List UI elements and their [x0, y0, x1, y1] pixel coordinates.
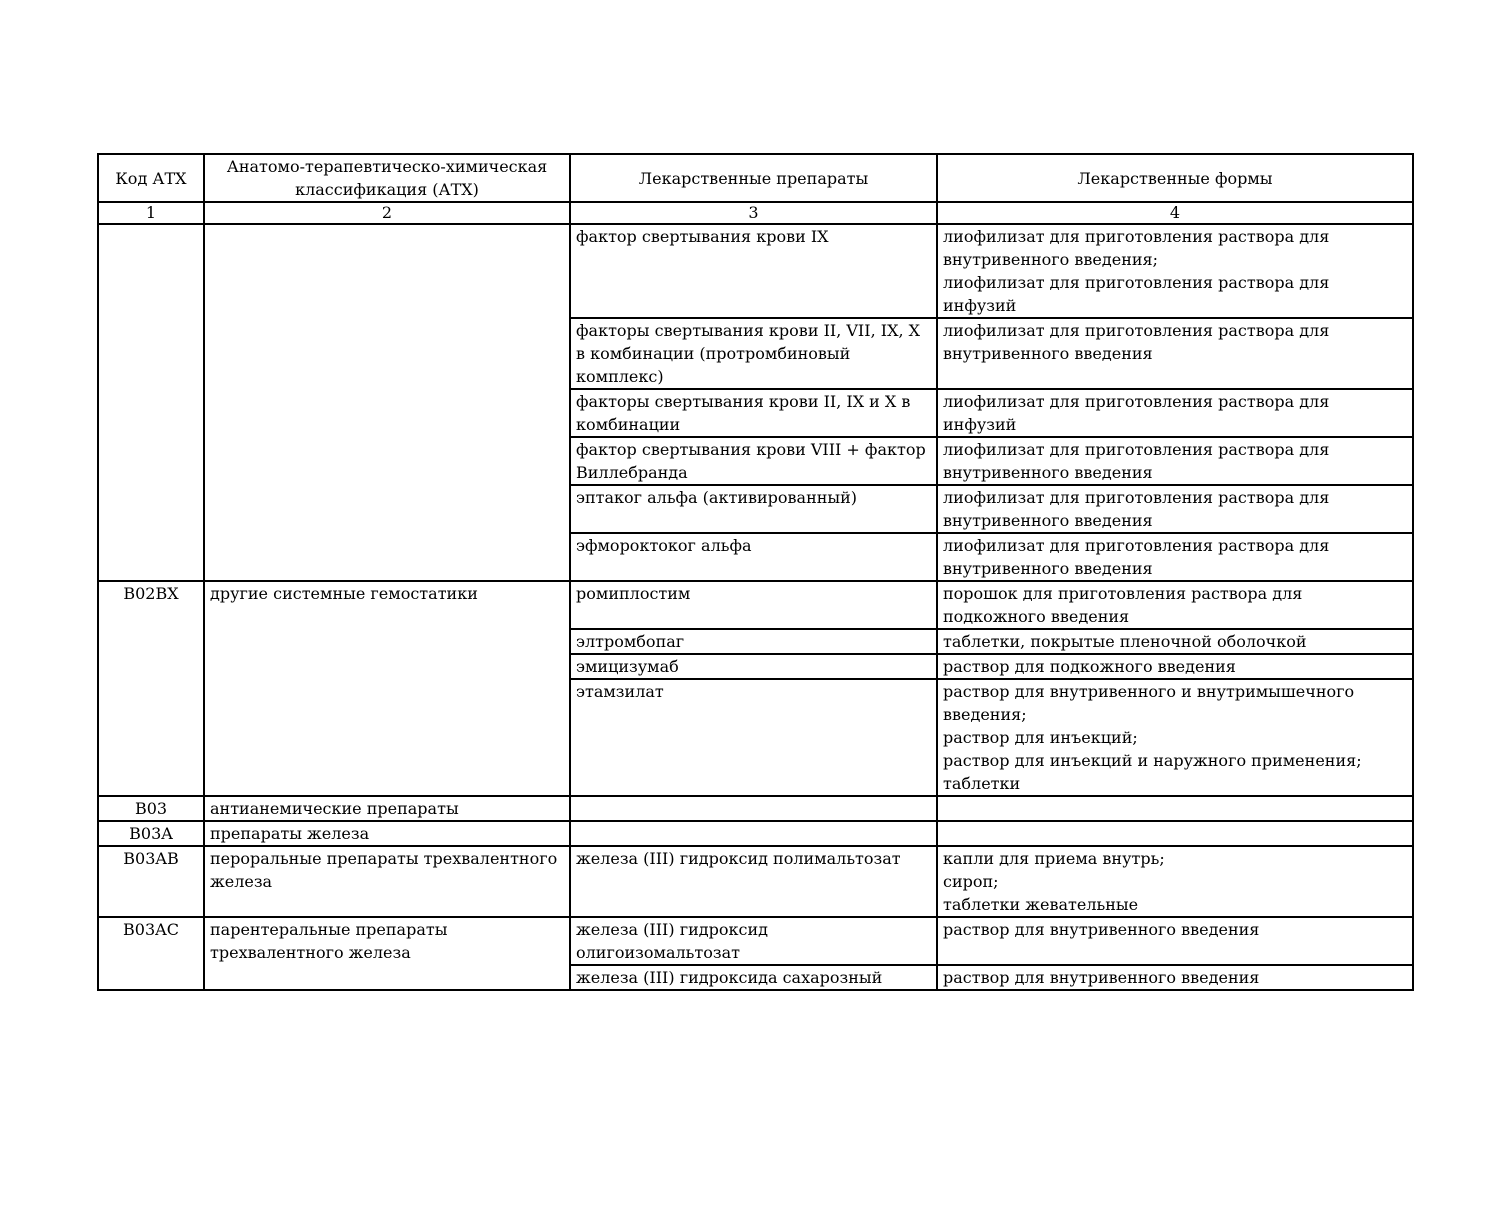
header-classification: Анатомо-терапевтическо-химическая классификация (АТХ): [204, 154, 570, 202]
table-row: [98, 581, 1413, 629]
drug-name-cell: [570, 796, 937, 821]
dosage-forms-cell: [937, 965, 1413, 990]
table-row: [98, 917, 1413, 965]
column-number: 4: [937, 202, 1413, 224]
dosage-forms-cell: [937, 917, 1413, 965]
table-header-row: [98, 154, 1413, 202]
header-code: Код АТХ: [98, 154, 204, 202]
drug-name-cell: ромиплостим: [570, 581, 937, 629]
dosage-forms-cell: [937, 821, 1413, 846]
header-drugs: Лекарственные препараты: [570, 154, 937, 202]
drug-name-cell: железа (III) гидроксид олигоизомальтозат: [570, 917, 937, 965]
dosage-form: лиофилизат для приготовления раствора для внутривенного введения: [943, 440, 1330, 482]
dosage-form: лиофилизат для приготовления раствора для внутривенного введения: [943, 536, 1330, 578]
drug-name-cell: эптаког альфа (активированный): [570, 485, 937, 533]
dosage-form: раствор для инъекций;: [943, 728, 1138, 747]
table-body: [98, 224, 1413, 990]
atx-classification-cell: пероральные препараты трехвалентного железа: [204, 846, 570, 917]
drug-name-cell: фактор свертывания крови VIII + фактор Виллебранда: [570, 437, 937, 485]
document-page: [97, 153, 1412, 991]
drug-name-cell: факторы свертывания крови II, VII, IX, X в комбинации (протромбиновый комплекс): [570, 318, 937, 389]
table-row: [98, 224, 1413, 318]
atx-code-cell: B03A: [98, 821, 204, 846]
drug-name-cell: этамзилат: [570, 679, 937, 796]
dosage-form: лиофилизат для приготовления раствора для внутривенного введения: [943, 488, 1330, 530]
dosage-form: раствор для внутривенного введения: [943, 920, 1260, 939]
dosage-form: лиофилизат для приготовления раствора для инфузий: [943, 392, 1330, 434]
dosage-form: лиофилизат для приготовления раствора для инфузий: [943, 273, 1330, 315]
header-forms: Лекарственные формы: [937, 154, 1413, 202]
atx-classification-cell: препараты железа: [204, 821, 570, 846]
dosage-form: раствор для внутривенного введения: [943, 968, 1260, 987]
dosage-forms-cell: [937, 846, 1413, 917]
table-row: [98, 796, 1413, 821]
drug-name-cell: факторы свертывания крови II, IX и X в комбинации: [570, 389, 937, 437]
atx-classification-cell: [204, 224, 570, 581]
column-number: 1: [98, 202, 204, 224]
atx-code-cell: [98, 224, 204, 581]
dosage-forms-cell: [937, 654, 1413, 679]
dosage-form: раствор для подкожного введения: [943, 657, 1236, 676]
column-number-row: [98, 202, 1413, 224]
drug-name-cell: железа (III) гидроксида сахарозный: [570, 965, 937, 990]
dosage-form: таблетки, покрытые пленочной оболочкой: [943, 632, 1307, 651]
drug-name-cell: железа (III) гидроксид полимальтозат: [570, 846, 937, 917]
table-row: [98, 846, 1413, 917]
dosage-form: лиофилизат для приготовления раствора для внутривенного введения;: [943, 227, 1330, 269]
dosage-form: таблетки: [943, 774, 1021, 793]
drug-name-cell: [570, 821, 937, 846]
atx-drug-table: [97, 153, 1414, 991]
atx-code-cell: B02BX: [98, 581, 204, 796]
dosage-forms-cell: [937, 629, 1413, 654]
column-number: 3: [570, 202, 937, 224]
table-row: [98, 821, 1413, 846]
dosage-form: таблетки жевательные: [943, 895, 1139, 914]
atx-classification-cell: парентеральные препараты трехвалентного железа: [204, 917, 570, 990]
dosage-forms-cell: [937, 318, 1413, 389]
atx-classification-cell: антианемические препараты: [204, 796, 570, 821]
drug-name-cell: элтромбопаг: [570, 629, 937, 654]
dosage-form: раствор для инъекций и наружного применения;: [943, 751, 1362, 770]
dosage-form: лиофилизат для приготовления раствора для внутривенного введения: [943, 321, 1330, 363]
dosage-form: порошок для приготовления раствора для подкожного введения: [943, 584, 1303, 626]
dosage-forms-cell: [937, 437, 1413, 485]
dosage-forms-cell: [937, 389, 1413, 437]
dosage-form: капли для приема внутрь;: [943, 849, 1165, 868]
drug-name-cell: эмицизумаб: [570, 654, 937, 679]
dosage-forms-cell: [937, 796, 1413, 821]
drug-name-cell: эфмороктоког альфа: [570, 533, 937, 581]
column-number: 2: [204, 202, 570, 224]
atx-code-cell: B03AC: [98, 917, 204, 990]
dosage-forms-cell: [937, 224, 1413, 318]
atx-classification-cell: другие системные гемостатики: [204, 581, 570, 796]
dosage-form: сироп;: [943, 872, 999, 891]
dosage-forms-cell: [937, 679, 1413, 796]
dosage-forms-cell: [937, 533, 1413, 581]
dosage-forms-cell: [937, 581, 1413, 629]
dosage-form: раствор для внутривенного и внутримышечного введения;: [943, 682, 1355, 724]
drug-name-cell: фактор свертывания крови IX: [570, 224, 937, 318]
atx-code-cell: B03: [98, 796, 204, 821]
dosage-forms-cell: [937, 485, 1413, 533]
atx-code-cell: B03AB: [98, 846, 204, 917]
